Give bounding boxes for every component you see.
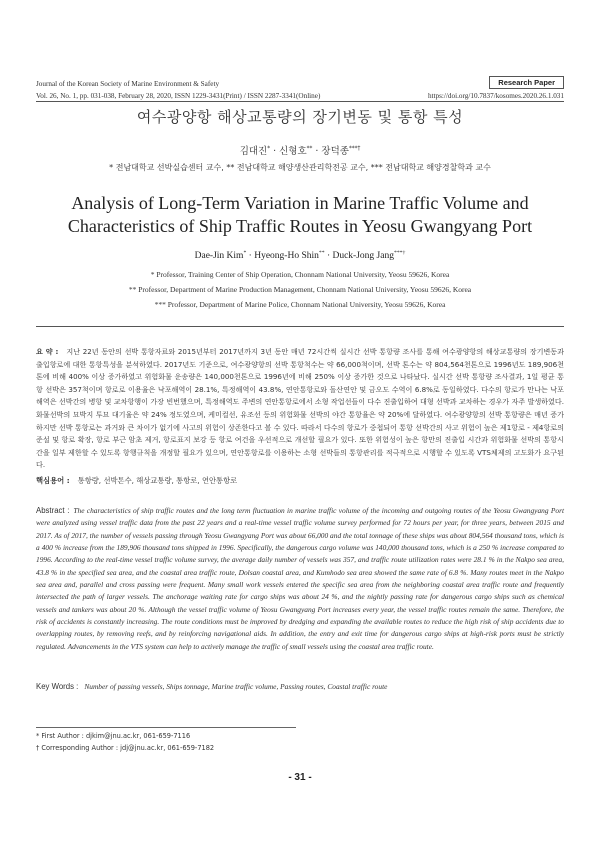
author-name: 신형호 bbox=[279, 146, 307, 157]
journal-name: Journal of the Korean Society of Marine Environment & Safety bbox=[36, 80, 220, 88]
korean-abstract bbox=[36, 346, 564, 472]
korean-authors bbox=[0, 143, 600, 157]
author-name: 김대진 bbox=[239, 146, 268, 157]
korean-abstract-label: 요 약 : bbox=[36, 347, 59, 356]
english-authors bbox=[0, 251, 600, 261]
footnote-rule bbox=[36, 727, 296, 728]
english-abstract bbox=[36, 505, 564, 653]
author-mark: ** bbox=[318, 249, 325, 256]
english-title bbox=[0, 192, 600, 238]
korean-keywords-label: 핵심용어 : bbox=[36, 476, 70, 485]
author-separator: · bbox=[312, 146, 322, 157]
research-paper-badge: Research Paper bbox=[489, 76, 564, 89]
english-affiliation: *** Professor, Department of Marine Police, Chonnam National University, Yeosu 59626, Korea bbox=[154, 300, 446, 309]
author-name: Dae-Jin Kim bbox=[194, 251, 244, 261]
volume-info: Vol. 26, No. 1, pp. 031-038, February 28, 2020, ISSN 1229-3431(Print) / ISSN 2287-3341(Online) bbox=[36, 92, 321, 100]
header-rule bbox=[36, 101, 564, 102]
author-separator: · bbox=[270, 146, 280, 157]
korean-keywords bbox=[36, 476, 564, 486]
author-name: 장덕종 bbox=[321, 146, 349, 157]
english-title-line: Analysis of Long-Term Variation in Marine Traffic Volume and bbox=[71, 193, 529, 213]
footnote-corresponding-author: † Corresponding Author : jdj@jnu.ac.kr, 061-659-7182 bbox=[36, 744, 215, 752]
author-mark: ***† bbox=[393, 249, 406, 256]
english-keywords-label: Key Words : bbox=[36, 682, 79, 691]
author-mark: ***† bbox=[348, 145, 361, 152]
english-abstract-label: Abstract : bbox=[36, 506, 70, 515]
author-separator: · bbox=[324, 251, 333, 261]
footnote-first-author: * First Author : djkim@jnu.ac.kr, 061-659-7116 bbox=[36, 732, 191, 740]
author-mark: ** bbox=[306, 145, 313, 152]
author-mark: * bbox=[243, 249, 247, 256]
korean-abstract-text: 지난 22년 동안의 선박 통항자료와 2015년부터 2017년까지 3년 동안 매년 72시간씩 실시간 선박 통항량 조사를 통해 여수광양항의 해상교통량의 장기변동과 출입항로에 대한 통항특성을 분석하였다. 2017년도 기준으로, 여수광양항의 선박 통항척수는 약 66,000척이며, 선박 톤수는 약 804,564천톤으로 1996년도 189,906천톤에 비해 400% 이상 증가하였고 위험화물 운송량은 140,000천톤으로 1996년에 비해 250% 이상 증가한 것으로 나타났다. 실시간 선박 통항량 조사결과, 1일 평균 통항 선박은 357척이며 항로로 이용율은 낙포해역이 28.1%, 특정해역이 43.8%, 연안통항로와 돌산연안 및 금오도 수역이 6.8%로 동일하였다. 다수의 항로가 만나는 낙포해역은 선박간의 병항 및 교차항행이 가장 빈번했으며, 특정해역도 주변의 연안통항로에서 소형 작업선들이 다수 진출입하여 대형 선박과 교차하는 경우가 자주 발생하였다. 화물선박의 묘박지 투묘 대기율은 약 24% 정도였으며, 케미컬선, 유조선 등의 위험화물 선박의 야간 통항율은 약 20%에 달하였다. 여수광양항의 선박 통항량은 매년 증가하지만 선박 통항로는 과거와 큰 차이가 없기에 사고의 위험이 상존한다고 볼 수 있다. 따라서 다수의 항로가 중첩되어 통항 선박간의 사고 위험이 높은 제1항로 - 제4항로의 준설 및 항로 확장, 항로 부근 암초 제거, 항로표지 보강 등 항로 여건을 우선적으로 개선할 필요가 있다. 또한 위험성이 높은 항만의 진출입 시간과 위험화물 선박의 통항시간을 일부 제한할 수 있도록 항행규칙을 개정할 필요가 있으며, 연안통항로를 이용하는 소형 선박들의 통항관리를 적극적으로 시행할 수 있도록 VTS체제의 고도화가 요구된다. bbox=[36, 347, 565, 470]
english-keywords bbox=[36, 682, 564, 691]
author-mark: * bbox=[267, 145, 271, 152]
page-number: - 31 - bbox=[288, 772, 312, 783]
english-affiliation: ** Professor, Department of Marine Production Management, Chonnam National University, Yeosu 59626, Korea bbox=[128, 285, 472, 294]
doi-link[interactable]: https://doi.org/10.7837/kosomes.2020.26.1.031 bbox=[427, 92, 564, 100]
volume-line bbox=[36, 92, 564, 100]
korean-keywords-text: 통항량, 선박톤수, 해상교통량, 통항로, 연안통항로 bbox=[77, 476, 238, 485]
english-abstract-text: The characteristics of ship traffic routes and the long term fluctuation in marine traffic volume of the incoming and outgoing routes of the Yeosu Gwangyang Port were analyzed using vessel traffic data from the past 22 years and a real-time vessel traffic volume survey performed for 72 hours per year, for three years, between 2015 and 2017. As of 2017, the number of vessels passing through Yeosu Gwangyang Port was about 66,000 and the total tonnage of these ships was about 804,564 thousand tons, which is a 400 % increase from the 189,906 thousand tons shipped in 1996. Specifically, the dangerous cargo volume was 140,000 thousand tons, which is a 250 % increase compared to 1996. According to the real-time vessel traffic volume survey, the average daily number of vessels was 357, and traffic route utilization rates were 28.1 % in the Nakpo sea area, 43.8 % in the specified sea area, and the coastal area traffic route, Dolsan coastal area, and Kumhodo sea area showed the same rate of 6.8 %. Many routes meet in the Nakpo sea area and, parallel and cross passing were frequent. Many small work vessels entered the specific sea area from the neighboring coastal area traffic route and frequently intersected the path of larger vessels. The anchorage waiting rate for cargo ships was about 24 %, and the nightly passing rate for dangerous cargo ships such as chemical vessels and tankers was about 20 %. Although the vessel traffic volume of Yeosu Gwangyang Port increases every year, the vessel traffic routes remain the same. Therefore, the risk of accidents is constantly increasing. The route conditions must be improved by dredging and expanding the available routes to reduce the high risk of ship accidents due to overlapping routes, by removing reefs, and by reinforcing navigational aids. In addition, the entry and exit time for dangerous cargo ships at high-risk ports must be strictly regulated. Advancements in the VTS system can help to actively manage the traffic of small vessels using the coastal area traffic route. bbox=[36, 506, 565, 651]
author-name: Duck-Jong Jang bbox=[332, 251, 394, 261]
author-separator: · bbox=[246, 251, 255, 261]
section-rule bbox=[36, 326, 564, 327]
english-affiliation: * Professor, Training Center of Ship Operation, Chonnam National University, Yeosu 59626, Korea bbox=[150, 270, 450, 279]
author-name: Hyeong-Ho Shin bbox=[254, 251, 319, 261]
english-keywords-text: Number of passing vessels, Ships tonnage, Marine traffic volume, Passing routes, Coastal traffic route bbox=[84, 682, 388, 691]
english-title-line: Characteristics of Ship Traffic Routes in Yeosu Gwangyang Port bbox=[67, 216, 533, 236]
korean-affiliation: * 전남대학교 선박실습센터 교수, ** 전남대학교 해양생산관리학전공 교수, *** 전남대학교 해양경찰학과 교수 bbox=[109, 163, 491, 172]
korean-title: 여수광양항 해상교통량의 장기변동 및 통항 특성 bbox=[136, 108, 464, 126]
